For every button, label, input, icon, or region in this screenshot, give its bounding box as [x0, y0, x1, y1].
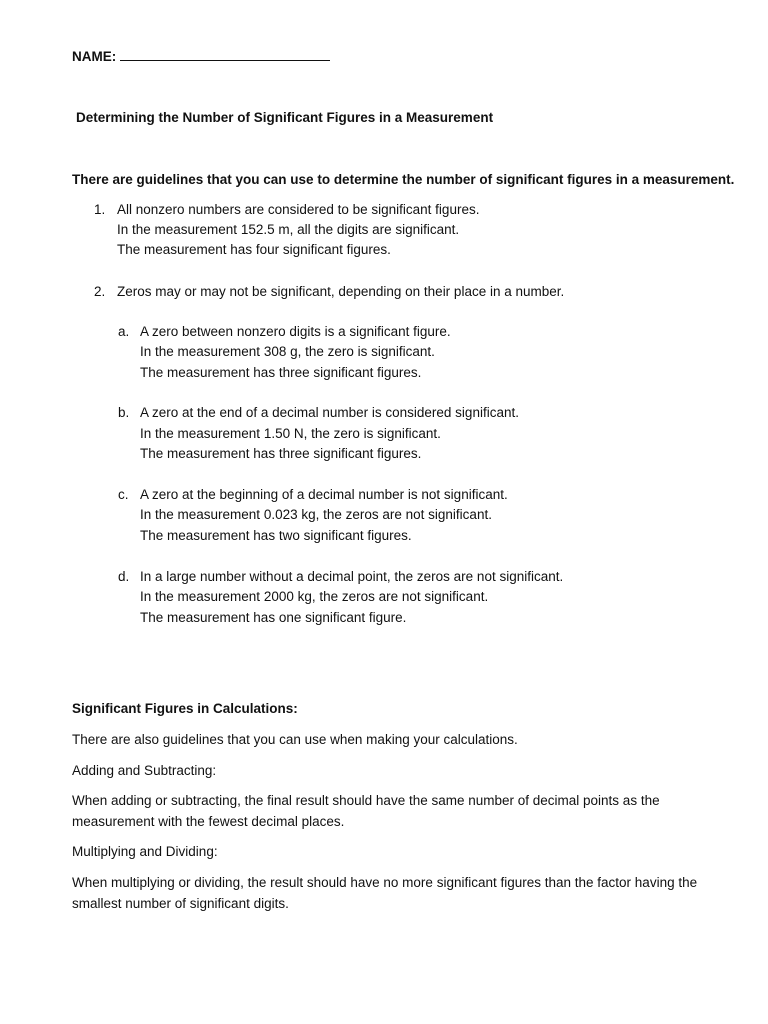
rule-2d-line-3: The measurement has one significant figure.	[140, 610, 407, 625]
rule-2a-line-3: The measurement has three significant figures.	[140, 365, 422, 380]
rule-2a-marker: a.	[118, 324, 130, 339]
rule-2-text: Zeros may or may not be significant, depending on their place in a number.	[117, 284, 565, 299]
rule-1-line-3: The measurement has four significant figures.	[117, 242, 391, 257]
name-blank-line	[120, 46, 330, 61]
rule-2b-line-2: In the measurement 1.50 N, the zero is significant.	[140, 426, 441, 441]
rule-2d-marker: d.	[118, 569, 130, 584]
rule-2c-line-1: A zero at the beginning of a decimal number is not significant.	[140, 487, 508, 502]
rule-2a-line-1: A zero between nonzero digits is a significant figure.	[140, 324, 451, 339]
rule-1-line-1: All nonzero numbers are considered to be significant figures.	[117, 202, 480, 217]
rule-1-line-2: In the measurement 152.5 m, all the digits are significant.	[117, 222, 460, 237]
mult-div-heading: Multiplying and Dividing:	[72, 844, 218, 859]
intro-text: There are guidelines that you can use to determine the number of significant figures in a measurement.	[72, 172, 735, 187]
document-title: Determining the Number of Significant Figures in a Measurement	[76, 110, 494, 125]
rule-2d-line-1: In a large number without a decimal point, the zeros are not significant.	[140, 569, 564, 584]
rule-2a-line-2: In the measurement 308 g, the zero is significant.	[140, 344, 435, 359]
mult-div-line-1: When multiplying or dividing, the result should have no more significant figures than the factor having the	[72, 875, 698, 890]
rule-2c-line-2: In the measurement 0.023 kg, the zeros are not significant.	[140, 507, 492, 522]
rule-1-marker: 1.	[94, 202, 106, 217]
calc-heading: Significant Figures in Calculations:	[72, 701, 298, 716]
rule-2d-line-2: In the measurement 2000 kg, the zeros are not significant.	[140, 589, 489, 604]
add-sub-heading: Adding and Subtracting:	[72, 763, 217, 778]
rule-2c-marker: c.	[118, 487, 129, 502]
name-label: NAME:	[72, 49, 117, 64]
rule-2c-line-3: The measurement has two significant figures.	[140, 528, 412, 543]
calc-intro: There are also guidelines that you can use when making your calculations.	[72, 732, 518, 747]
name-field	[72, 46, 330, 67]
rule-2b-marker: b.	[118, 405, 130, 420]
rule-2b-line-1: A zero at the end of a decimal number is considered significant.	[140, 405, 519, 420]
rule-2-marker: 2.	[94, 284, 106, 299]
add-sub-line-1: When adding or subtracting, the final result should have the same number of decimal points as the	[72, 793, 660, 808]
add-sub-line-2: measurement with the fewest decimal places.	[72, 814, 345, 829]
mult-div-line-2: smallest number of significant digits.	[72, 896, 289, 911]
rule-2b-line-3: The measurement has three significant figures.	[140, 446, 422, 461]
